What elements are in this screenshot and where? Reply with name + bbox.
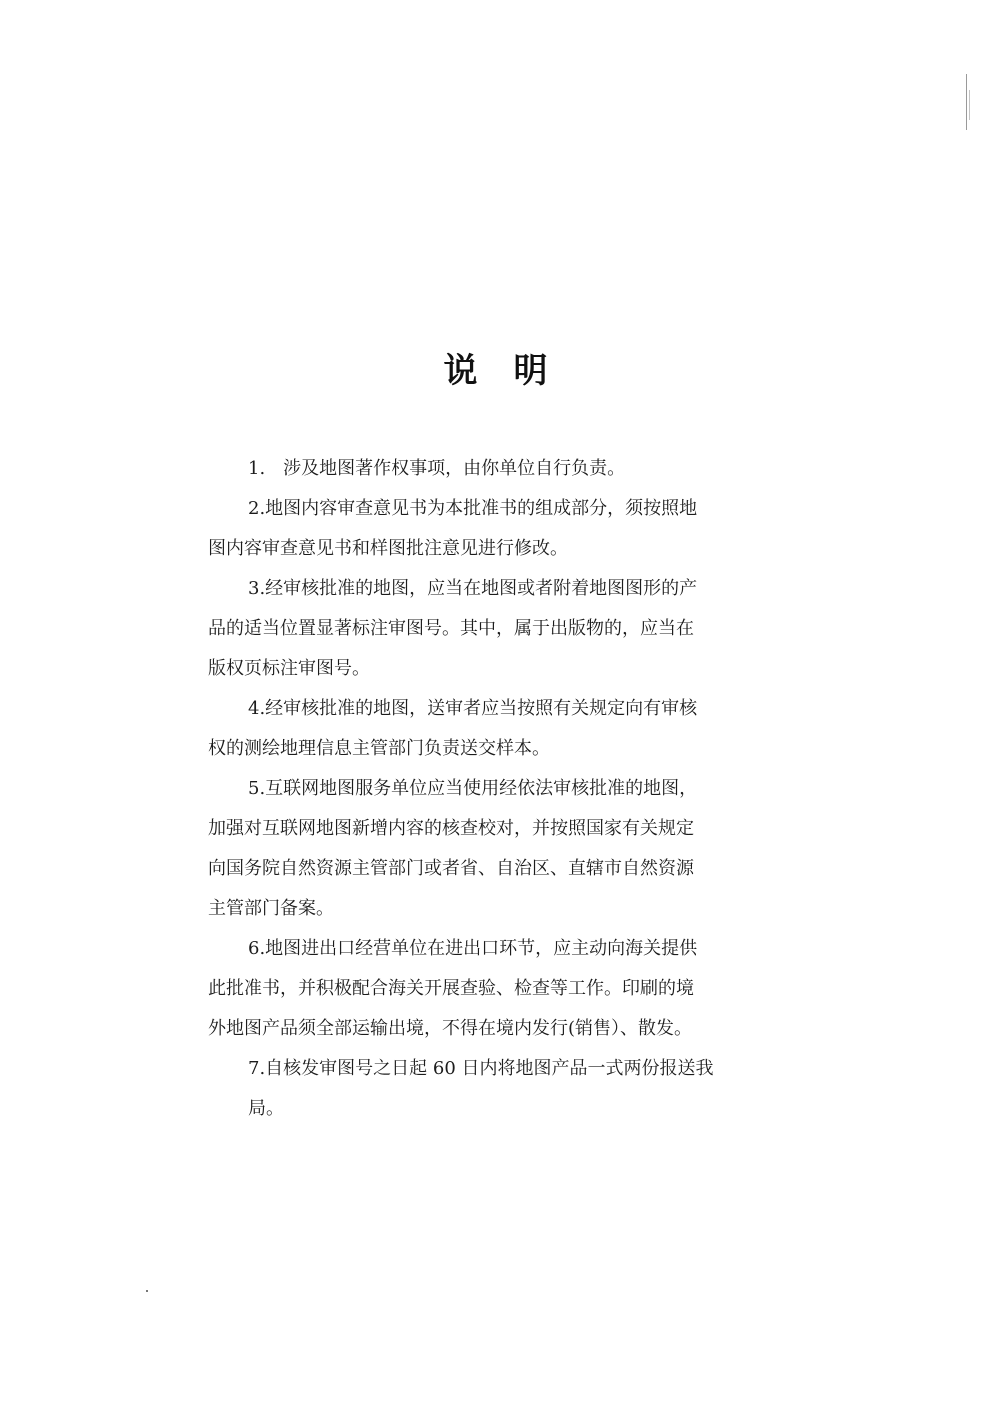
note-item-7: [208, 1049, 768, 1129]
page-title: 说 明: [443, 351, 549, 391]
note-item-3: [208, 569, 768, 689]
note-line: 版权页标注审图号。: [208, 658, 370, 679]
note-line: 品的适当位置显著标注审图号。其中，属于出版物的，应当在: [208, 618, 694, 639]
note-line: 5.互联网地图服务单位应当使用经依法审核批准的地图，: [248, 778, 698, 799]
note-line: 外地图产品须全部运输出境，不得在境内发行(销售）、散发。: [208, 1018, 693, 1039]
note-line: 7.自核发审图号之日起 60 日内将地图产品一式两份报送我: [248, 1058, 714, 1079]
note-item-2: [208, 489, 768, 569]
note-item-4: [208, 689, 768, 769]
note-line: 权的测绘地理信息主管部门负责送交样本。: [208, 738, 550, 759]
note-line: 图内容审查意见书和样图批注意见进行修改。: [208, 538, 568, 559]
scan-artifact-line: [969, 90, 970, 120]
scan-artifact-dot: [146, 1290, 148, 1292]
note-line: 此批准书，并积极配合海关开展查验、检查等工作。印刷的境: [208, 978, 694, 999]
note-line: 加强对互联网地图新增内容的核查校对，并按照国家有关规定: [208, 818, 694, 839]
note-line: 主管部门备案。: [208, 898, 334, 919]
note-line: 向国务院自然资源主管部门或者省、自治区、直辖市自然资源: [208, 858, 694, 879]
notes-body: [208, 449, 768, 1129]
note-item-1: [208, 449, 768, 489]
note-line: 局。: [248, 1098, 284, 1119]
note-item-6: [208, 929, 768, 1049]
note-line: 1. 涉及地图著作权事项，由你单位自行负责。: [248, 458, 626, 479]
note-item-5: [208, 769, 768, 929]
note-line: 3.经审核批准的地图，应当在地图或者附着地图图形的产: [248, 578, 698, 599]
note-line: 2.地图内容审查意见书为本批准书的组成部分，须按照地: [248, 498, 698, 519]
note-line: 4.经审核批准的地图，送审者应当按照有关规定向有审核: [248, 698, 698, 719]
note-line: 6.地图进出口经营单位在进出口环节，应主动向海关提供: [248, 938, 698, 959]
scan-artifact-line: [966, 74, 967, 130]
